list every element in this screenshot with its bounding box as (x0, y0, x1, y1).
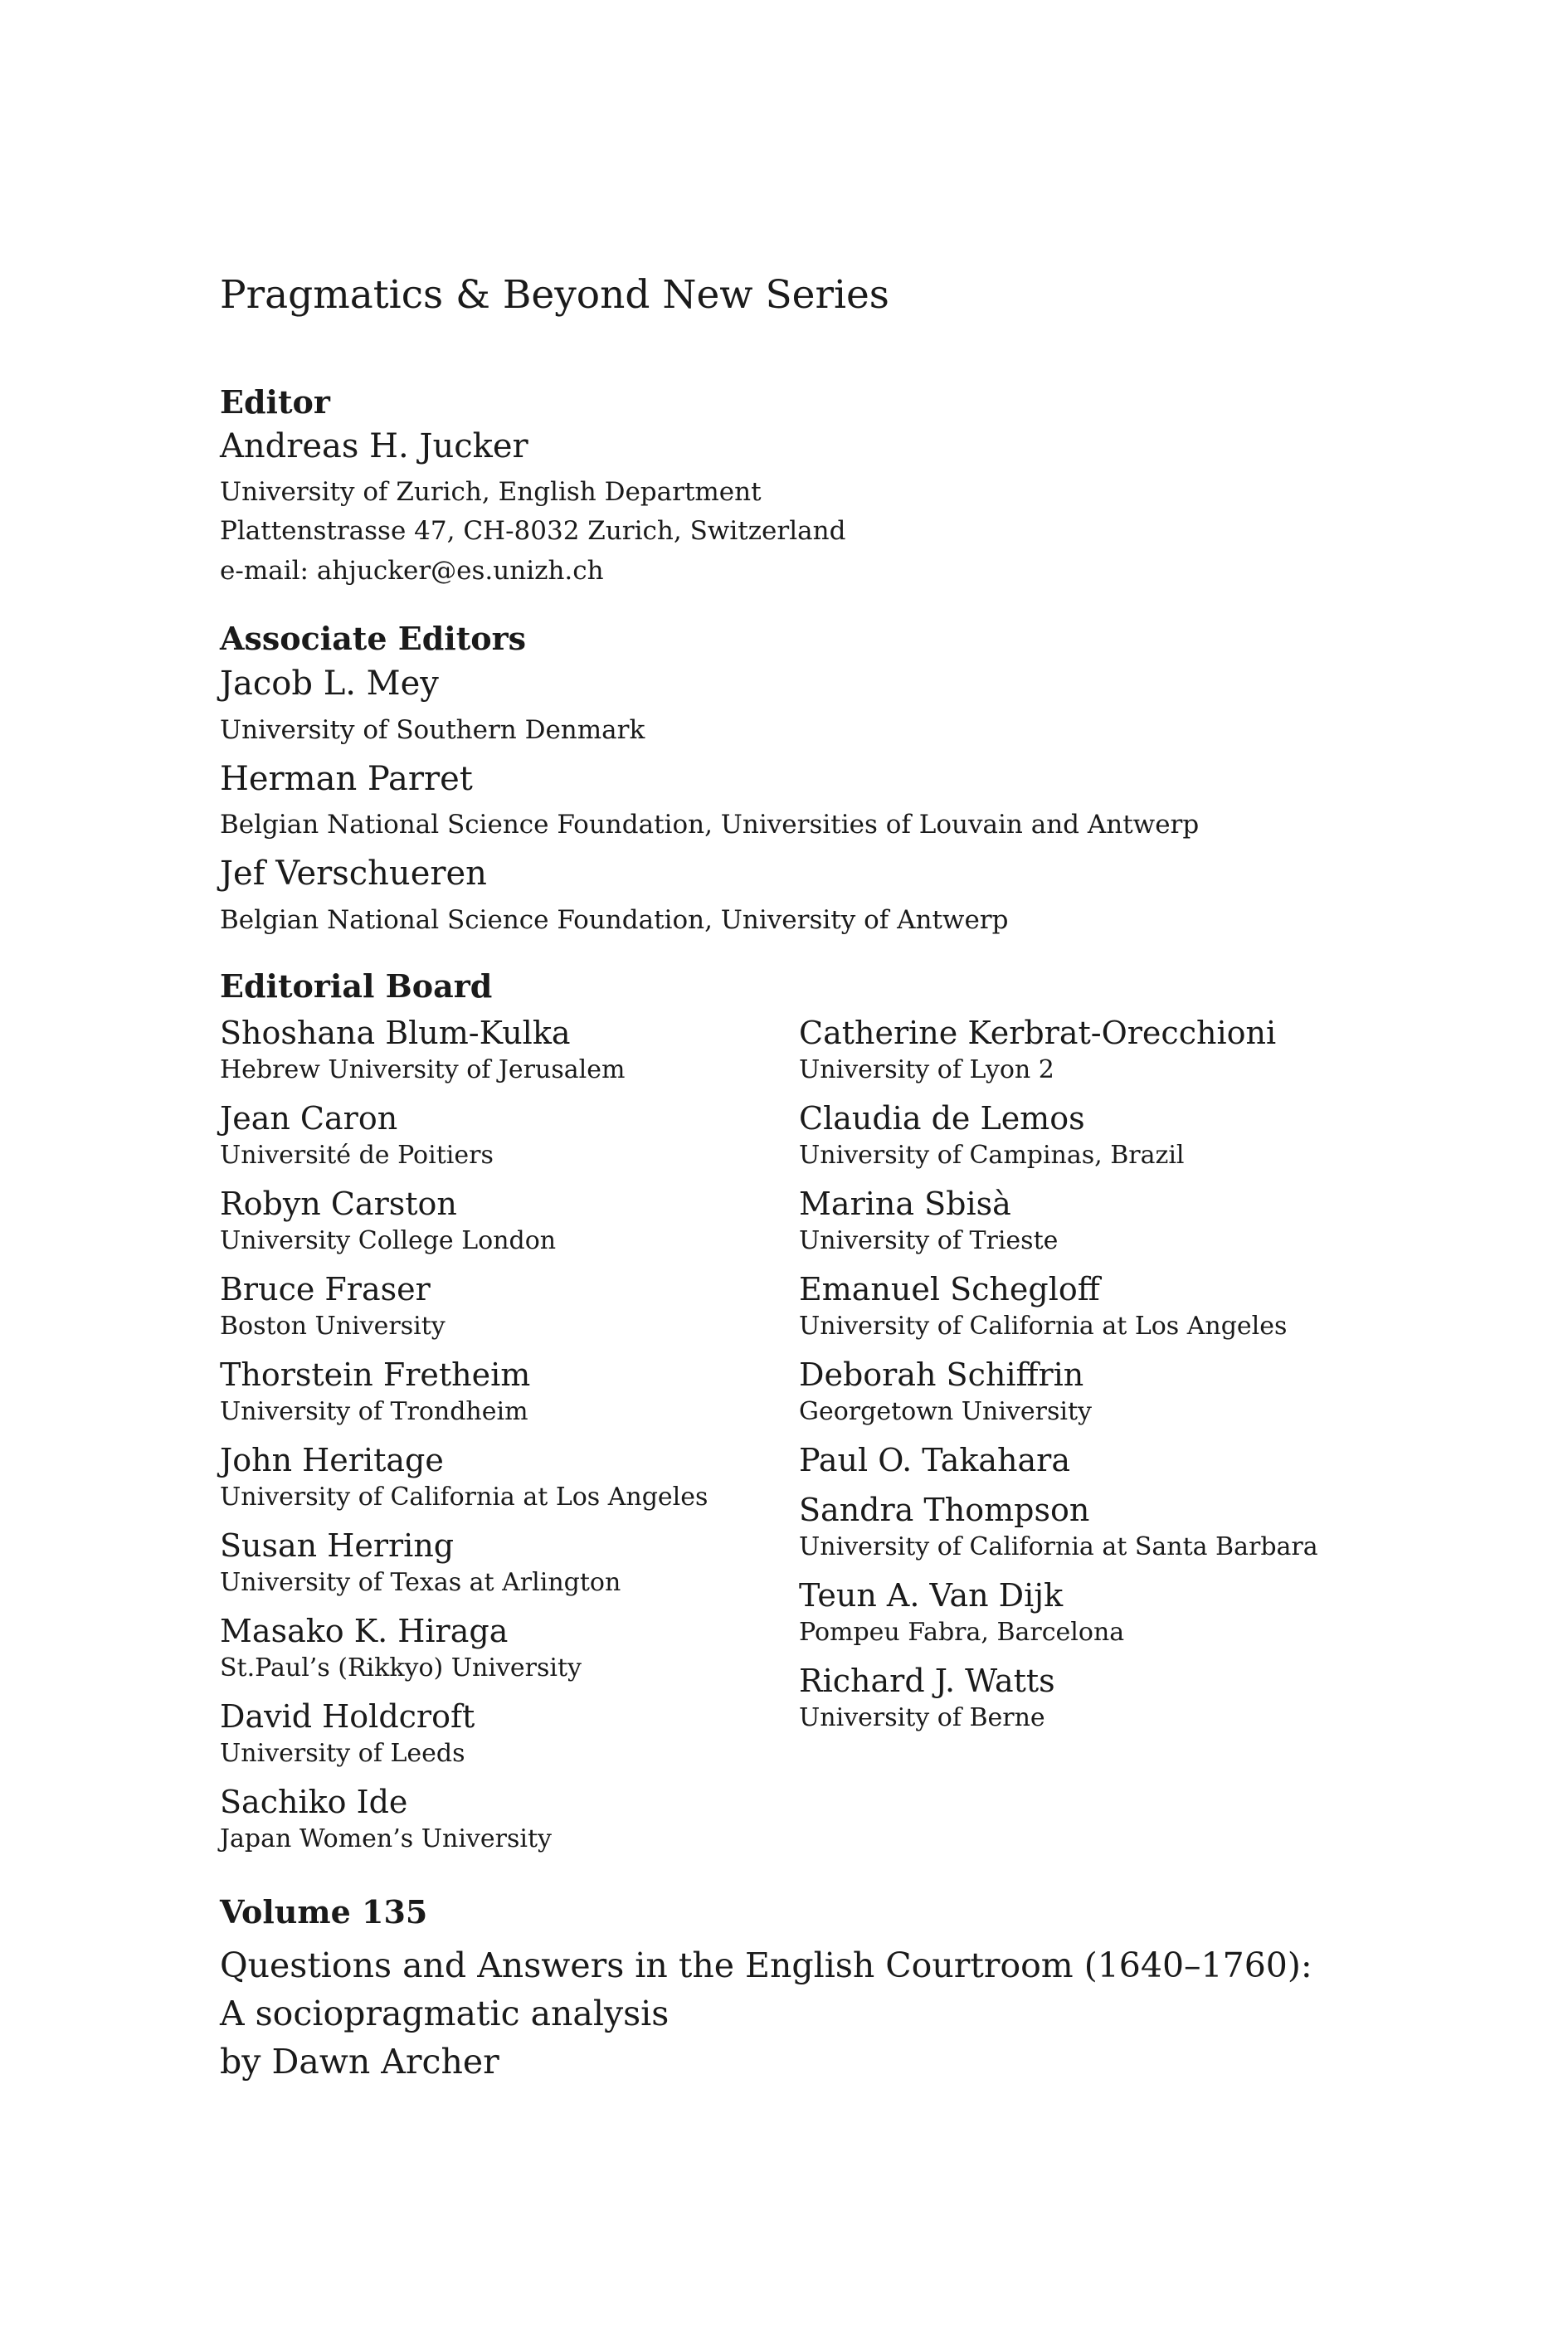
associate-editor-affiliation: Belgian National Science Foundation, Universities of Louvain and Antwerp (220, 810, 1200, 840)
board-member-name: Teun A. Van Dijk (799, 1577, 1064, 1614)
board-member-affiliation: Boston University (220, 1312, 446, 1341)
board-member-name: Jean Caron (220, 1100, 398, 1137)
board-member-affiliation: Georgetown University (799, 1397, 1092, 1426)
associate-editor-name: Herman Parret (220, 760, 473, 798)
board-member-affiliation: Pompeu Fabra, Barcelona (799, 1618, 1125, 1647)
board-member-affiliation: University of Berne (799, 1703, 1045, 1732)
board-member (799, 1575, 1363, 1660)
board-member-affiliation: St.Paul’s (Rikkyo) University (220, 1653, 582, 1682)
board-member (799, 1354, 1363, 1439)
board-member (220, 1183, 784, 1269)
board-member (220, 1439, 784, 1525)
associate-editor-affiliation: Belgian National Science Foundation, University of Antwerp (220, 905, 1009, 935)
board-member-affiliation: University of Campinas, Brazil (799, 1141, 1185, 1170)
board-member (220, 1269, 784, 1354)
board-member (799, 1098, 1363, 1183)
board-member-name: Richard J. Watts (799, 1663, 1055, 1699)
board-member (220, 1525, 784, 1610)
board-member-affiliation: University of Lyon 2 (799, 1055, 1054, 1084)
volume-subtitle-line: A sociopragmatic analysis (220, 1994, 670, 2033)
volume-title-line: Questions and Answers in the English Courtroom (1640–1760): (220, 1945, 1312, 1985)
board-member-affiliation: University of California at Los Angeles (220, 1483, 709, 1512)
board-member-name: Masako K. Hiraga (220, 1613, 509, 1649)
board-member (799, 1489, 1363, 1575)
editor-name: Andreas H. Jucker (220, 427, 528, 465)
board-member-affiliation: Japan Women’s University (220, 1824, 552, 1853)
associate-editors-heading: Associate Editors (220, 620, 527, 657)
board-member (220, 1098, 784, 1183)
board-member-affiliation: University of Texas at Arlington (220, 1568, 621, 1597)
board-member-affiliation: Université de Poitiers (220, 1141, 494, 1170)
board-member-affiliation: University of California at Santa Barbara (799, 1532, 1318, 1561)
board-member-name: Susan Herring (220, 1527, 455, 1564)
board-member-affiliation: University of Trieste (799, 1226, 1059, 1255)
board-member-name: Sandra Thompson (799, 1492, 1090, 1528)
board-member (220, 1012, 784, 1098)
editorial-board-heading: Editorial Board (220, 967, 493, 1005)
board-member-affiliation: Hebrew University of Jerusalem (220, 1055, 626, 1084)
board-member (799, 1183, 1363, 1269)
board-member-affiliation: University of California at Los Angeles (799, 1312, 1288, 1341)
board-member (220, 1610, 784, 1696)
board-member-name: David Holdcroft (220, 1698, 475, 1735)
editor-affiliation-line: University of Zurich, English Department (220, 477, 762, 507)
board-member (799, 1269, 1363, 1354)
board-member-name: John Heritage (220, 1442, 444, 1478)
volume-heading: Volume 135 (220, 1893, 428, 1931)
associate-editor-affiliation: University of Southern Denmark (220, 715, 645, 745)
board-member-name: Robyn Carston (220, 1186, 457, 1222)
board-member-name: Sachiko Ide (220, 1784, 408, 1820)
board-member-name: Thorstein Fretheim (220, 1356, 531, 1393)
board-member-name: Bruce Fraser (220, 1271, 431, 1307)
board-member-name: Shoshana Blum-Kulka (220, 1015, 571, 1051)
board-member-name: Deborah Schiffrin (799, 1356, 1084, 1393)
board-member-name: Paul O. Takahara (799, 1442, 1070, 1478)
board-member-name: Marina Sbisà (799, 1186, 1011, 1222)
board-member-affiliation: University College London (220, 1226, 557, 1255)
board-member (799, 1439, 1363, 1489)
board-member-name: Catherine Kerbrat-Orecchioni (799, 1015, 1277, 1051)
editorial-board-right-column (799, 1012, 1363, 1746)
board-member (220, 1354, 784, 1439)
board-member (799, 1012, 1363, 1098)
editor-heading: Editor (220, 383, 330, 421)
board-member-affiliation: University of Trondheim (220, 1397, 528, 1426)
volume-author-line: by Dawn Archer (220, 2042, 499, 2082)
board-member (220, 1781, 784, 1867)
associate-editor-name: Jacob L. Mey (220, 665, 439, 703)
editor-address-line: Plattenstrasse 47, CH-8032 Zurich, Switzerland (220, 516, 846, 546)
board-member-name: Emanuel Schegloff (799, 1271, 1100, 1307)
board-member (799, 1660, 1363, 1746)
associate-editor-name: Jef Verschueren (220, 855, 487, 893)
board-member-name: Claudia de Lemos (799, 1100, 1085, 1137)
board-member-affiliation: University of Leeds (220, 1739, 465, 1768)
board-member (220, 1696, 784, 1781)
editorial-board-left-column (220, 1012, 784, 1867)
series-title: Pragmatics & Beyond New Series (220, 272, 889, 318)
editor-email: e-mail: ahjucker@es.unizh.ch (220, 556, 604, 586)
